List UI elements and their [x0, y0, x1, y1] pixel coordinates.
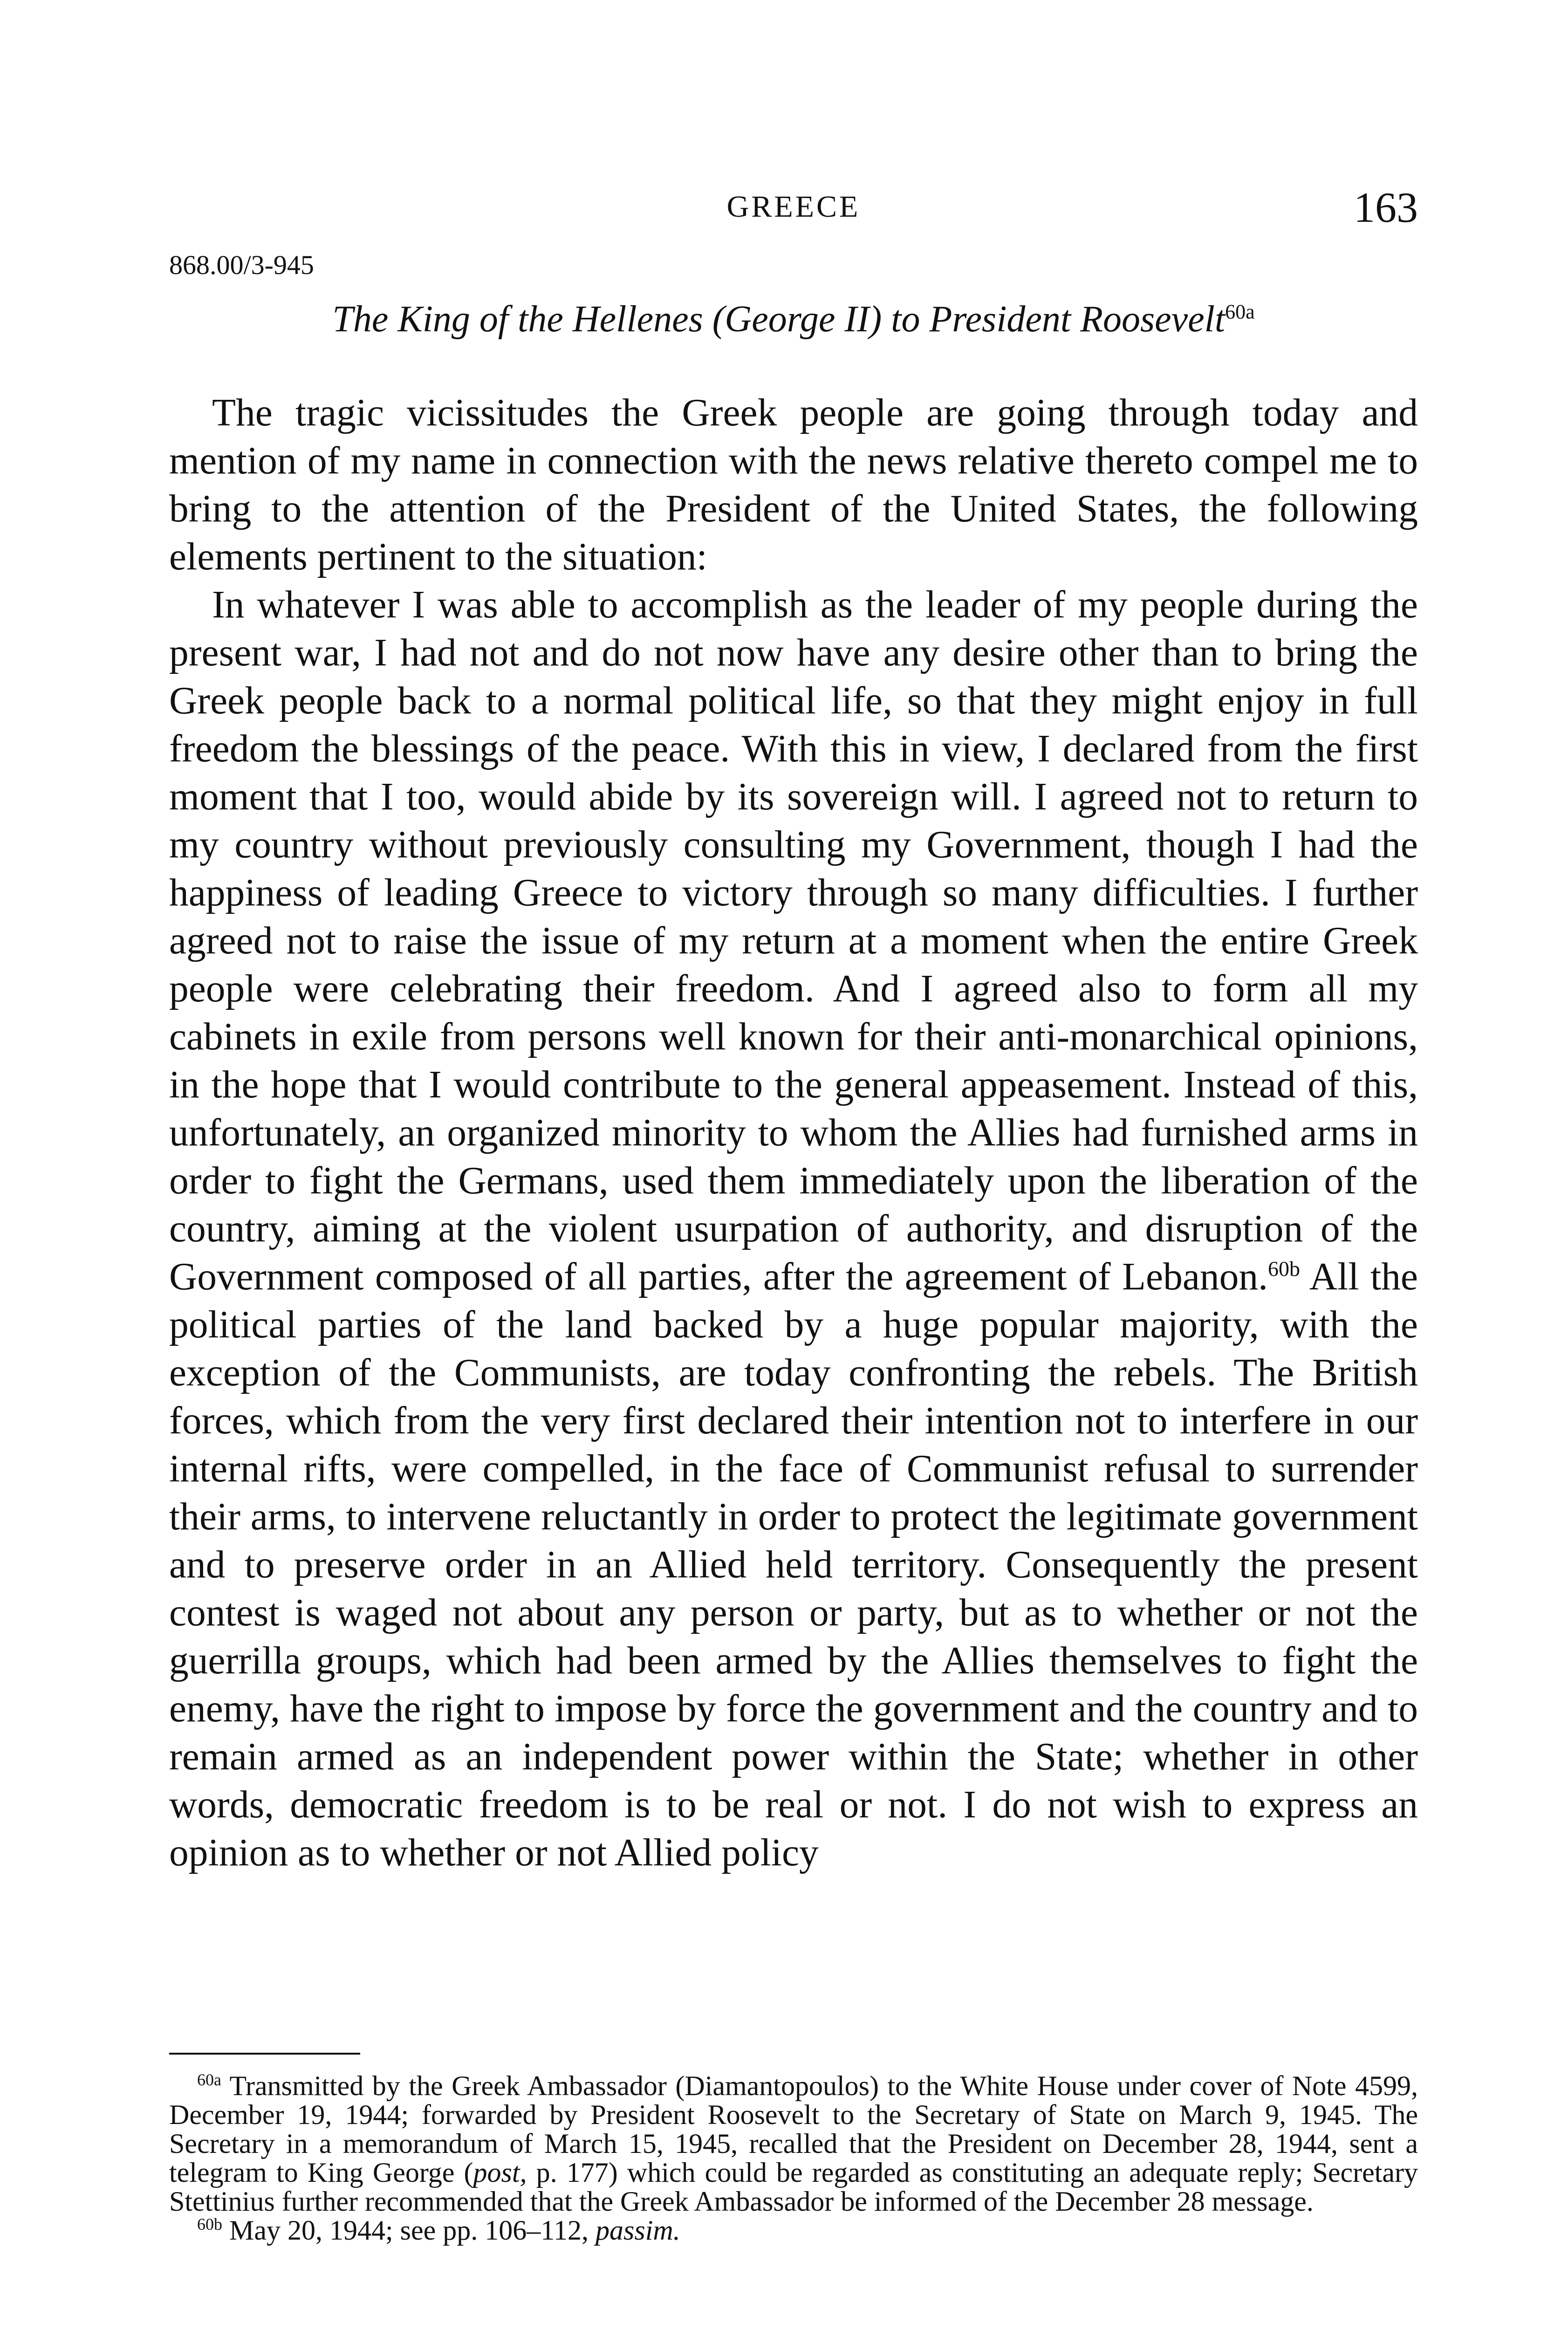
- footnote-60b-mark: 60b: [197, 2215, 222, 2234]
- footnote-60b-italic: passim.: [596, 2215, 680, 2246]
- footnote-divider: [169, 2053, 360, 2055]
- paragraph-2-text-b: All the political parties of the land backed by a huge popular majority, with the exception of the Communists, are today confronting the rebels. The British forces, which from the very first declared their intention not to interfere in our internal rifts, were compelled, in the face of Communist refusal to surrender their arms, to intervene reluctantly in order to protect the legitimate government and to preserve order in an Allied held territory. Consequently the present contest is waged not about any person or party, but as to whether or not the guerrilla groups, which had been armed by the Allies themselves to fight the enemy, have the right to impose by force the government and the country and to remain armed as an independent power within the State; whether in other words, democratic freedom is to be real or not. I do not wish to express an opinion as to whether or not Allied policy: [169, 1255, 1418, 1874]
- footnote-60b-text-a: May 20, 1944; see pp. 106–112,: [229, 2215, 596, 2246]
- paragraph-2-footnote-ref: 60b: [1268, 1257, 1300, 1281]
- footnotes: [169, 2071, 1418, 2245]
- document-title: [169, 298, 1418, 341]
- page-header: [169, 183, 1418, 234]
- paragraph-1: [169, 389, 1418, 581]
- paragraph-1-text: The tragic vicissitudes the Greek people are going through today and mention of my name in connection with the news relative thereto compel me to bring to the attention of the President of the United States, the following elements pertinent to the situation:: [169, 391, 1418, 578]
- footnote-60b: [169, 2216, 1418, 2245]
- running-head: GREECE: [726, 190, 861, 224]
- file-number: 868.00/3-945: [169, 250, 314, 280]
- document-title-text: The King of the Hellenes (George II) to President Roosevelt: [332, 299, 1226, 340]
- footnote-60a-text-b: p. 177) which could be regarded as constituting an adequate reply; Secretary Stettinius further recommended that the Greek Ambassador be informed of the December 28 message.: [169, 2157, 1418, 2217]
- footnote-60a: [169, 2071, 1418, 2216]
- footnote-60a-italic: post,: [473, 2157, 527, 2188]
- page-number: 163: [1354, 184, 1418, 231]
- paragraph-2-text-a: In whatever I was able to accomplish as the leader of my people during the present war, I had not and do not now have any desire other than to bring the Greek people back to a normal political life, so that they might enjoy in full freedom the blessings of the peace. With this in view, I declared from the first moment that I too, would abide by its sovereign will. I agreed not to return to my country without previously consulting my Government, though I had the happiness of leading Greece to victory through so many difficulties. I further agreed not to raise the issue of my return at a moment when the entire Greek people were celebrating their freedom. And I agreed also to form all my cabinets in exile from persons well known for their anti-monarchical opinions, in the hope that I would contribute to the general appeasement. Instead of this, unfortunately, an organized minority to whom the Allies had furnished arms in order to fight the Germans, used them immediately upon the liberation of the country, aiming at the violent usurpation of authority, and disruption of the Government composed of all parties, after the agreement of Lebanon.: [169, 583, 1418, 1298]
- footnote-60a-mark: 60a: [197, 2070, 221, 2089]
- letter-body: [169, 389, 1418, 1877]
- title-footnote-ref: 60a: [1225, 300, 1255, 323]
- footnote-60a-text-a: Transmitted by the Greek Ambassador (Diamantopoulos) to the White House under cover of Note 4599, December 19, 1944; forwarded by President Roosevelt to the Secretary of State on March 9, 1945. The Secretary in a memorandum of March 15, 1945, recalled that the President on December 28, 1944, sent a telegram to King George (: [169, 2070, 1418, 2188]
- paragraph-2: [169, 581, 1418, 1877]
